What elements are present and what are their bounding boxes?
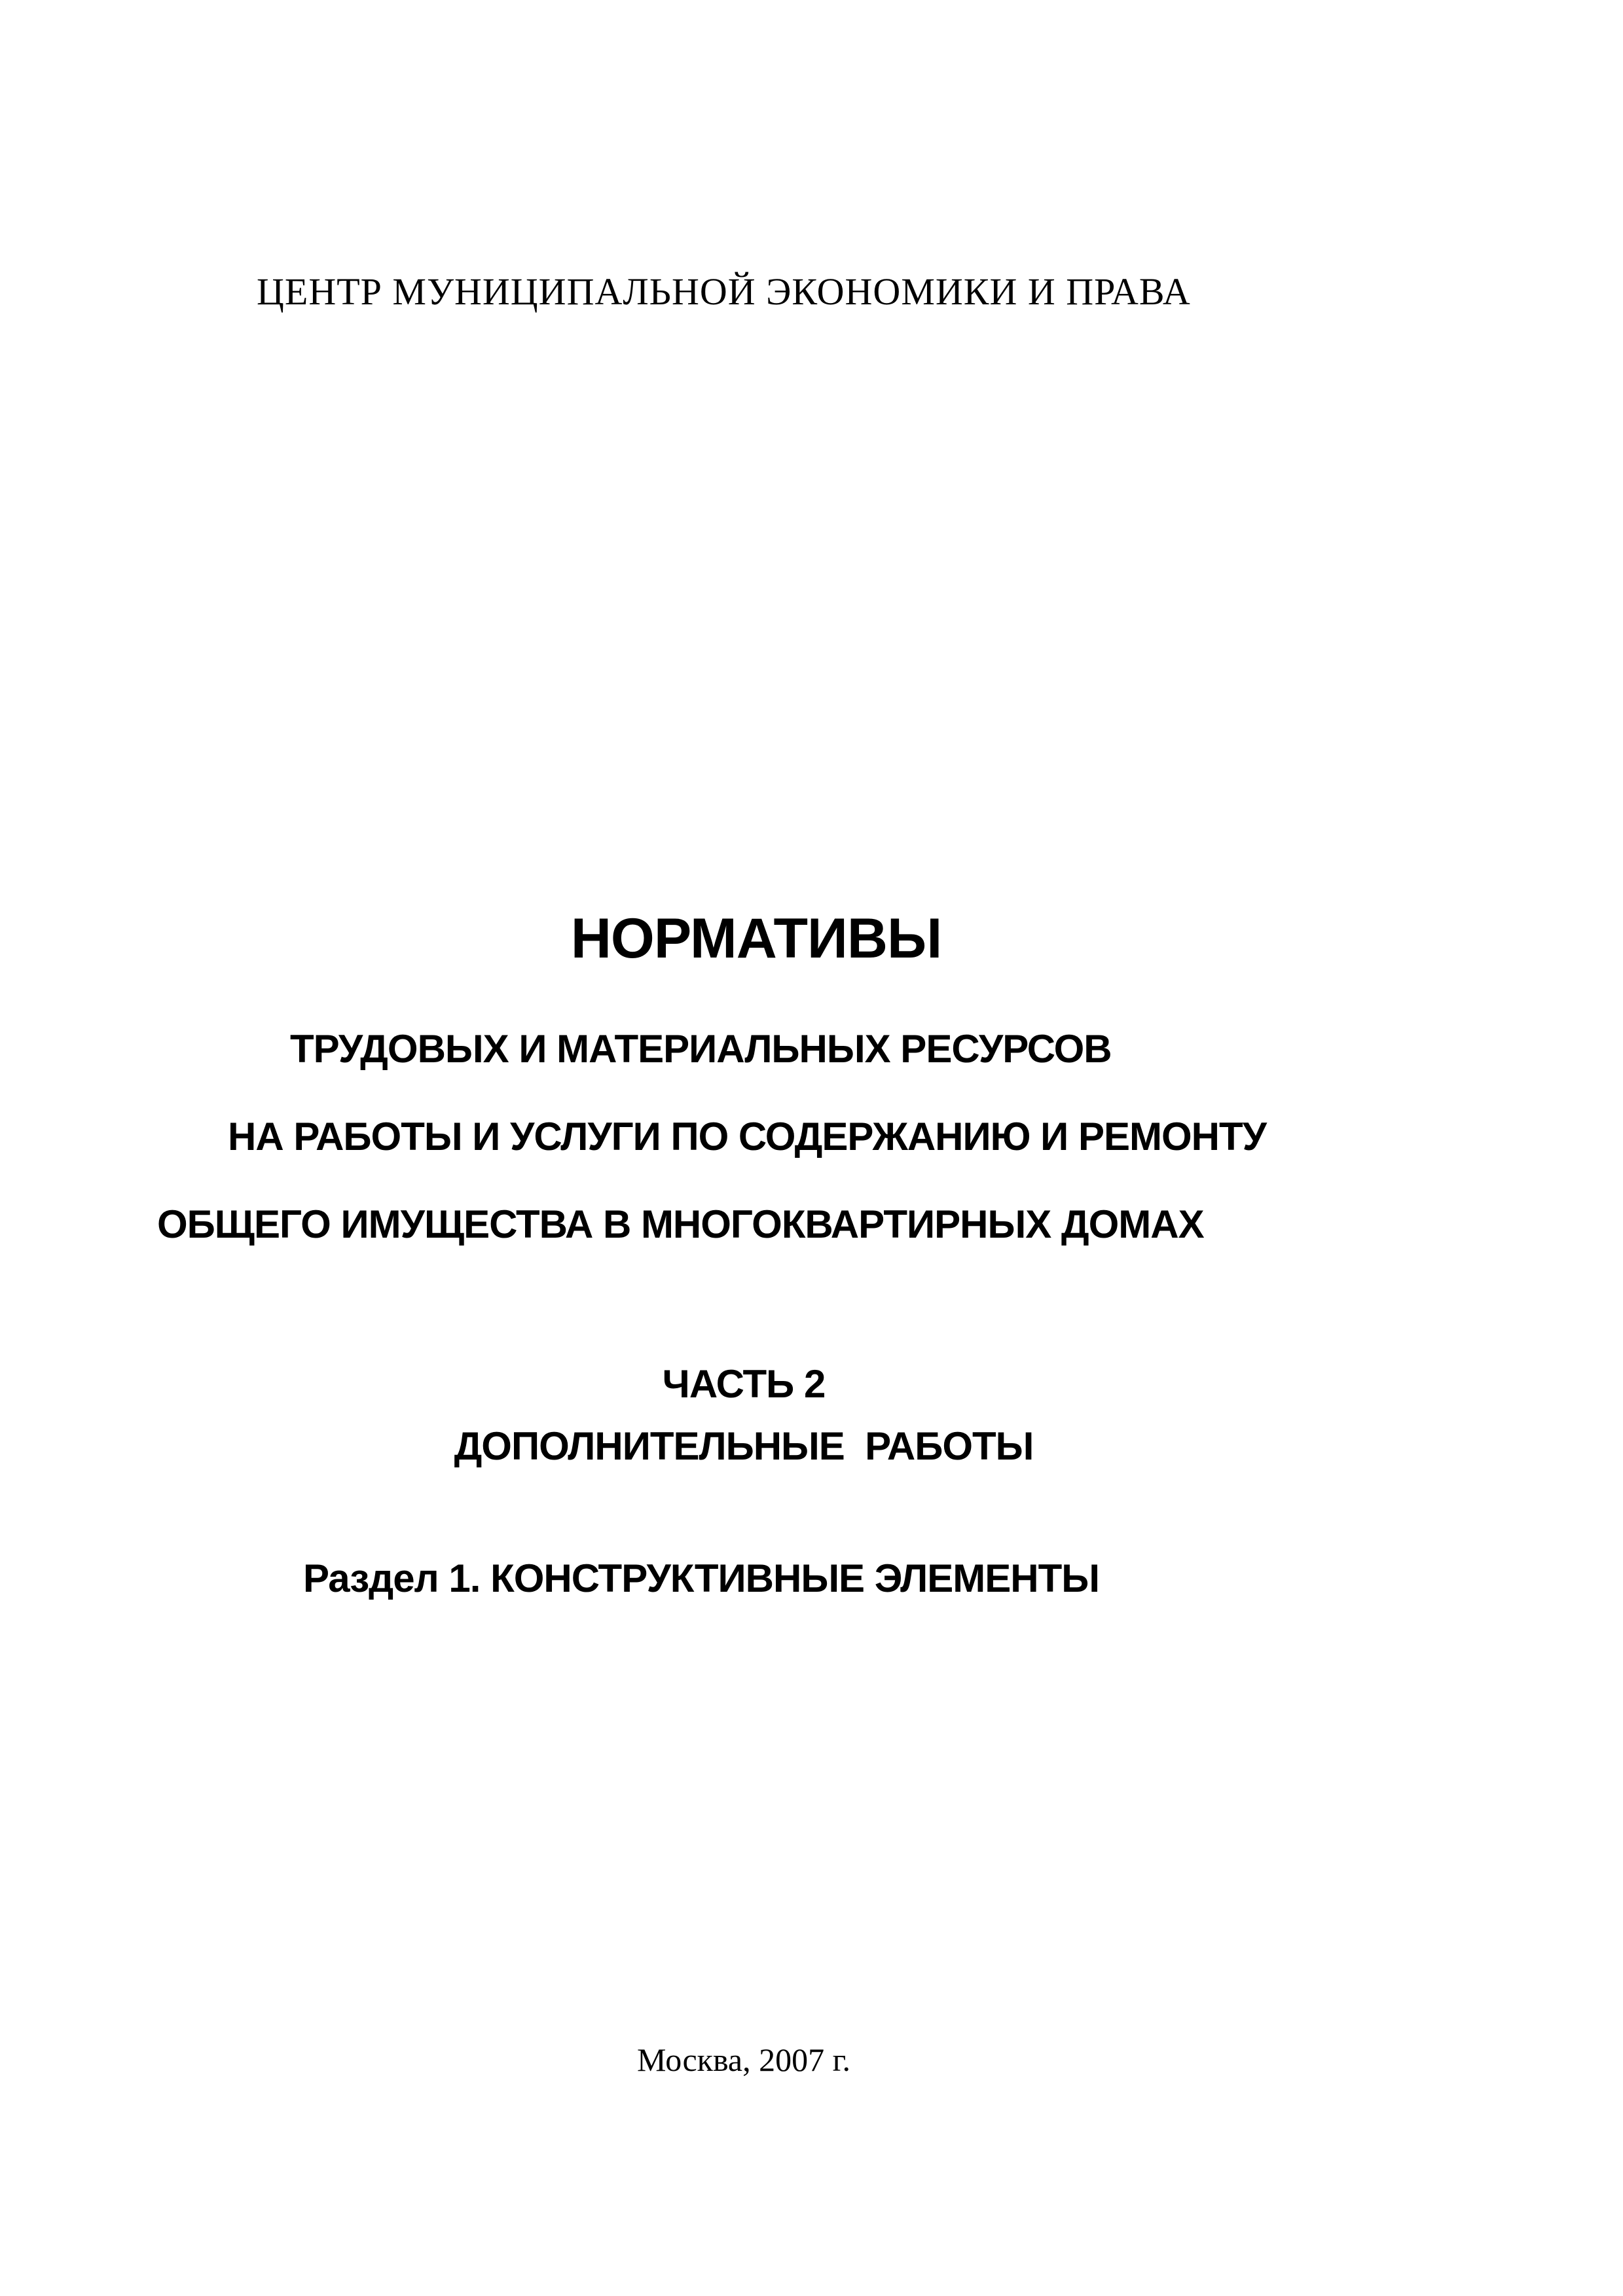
subtitle-line-2: НА РАБОТЫ И УСЛУГИ ПО СОДЕРЖАНИЮ И РЕМОНТУ	[228, 1115, 1266, 1158]
organization-name: ЦЕНТР МУНИЦИПАЛЬНОЙ ЭКОНОМИКИ И ПРАВА	[257, 270, 1191, 313]
section-heading: Раздел 1. КОНСТРУКТИВНЫЕ ЭЛЕМЕНТЫ	[303, 1556, 1099, 1600]
document-title: НОРМАТИВЫ	[570, 907, 942, 970]
part-name: ДОПОЛНИТЕЛЬНЫЕ РАБОТЫ	[454, 1424, 1034, 1468]
subtitle-line-1: ТРУДОВЫХ И МАТЕРИАЛЬНЫХ РЕСУРСОВ	[290, 1027, 1112, 1071]
part-number: ЧАСТЬ 2	[662, 1362, 826, 1406]
publication-imprint: Москва, 2007 г.	[637, 2041, 850, 2078]
subtitle-line-3: ОБЩЕГО ИМУЩЕСТВА В МНОГОКВАРТИРНЫХ ДОМАХ	[157, 1202, 1204, 1246]
